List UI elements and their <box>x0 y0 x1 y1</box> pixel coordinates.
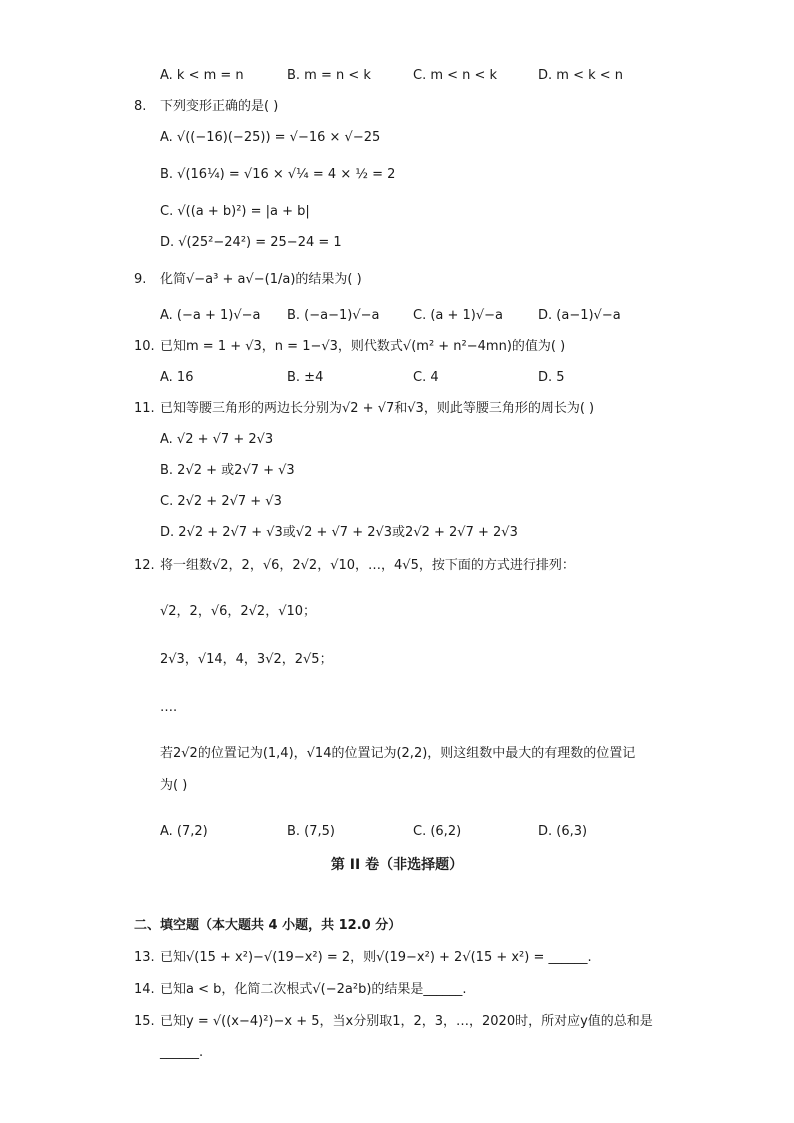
q9-option-b: B. (−a−1)√−a <box>287 308 380 323</box>
q15-text-line2: ______. <box>160 1045 204 1060</box>
q12-option-b: B. (7,5) <box>287 824 336 839</box>
q8-stem: 下列变形正确的是( ) <box>160 99 279 114</box>
q12-option-a: A. (7,2) <box>160 824 208 839</box>
q7-option-d: D. m < k < n <box>538 68 624 83</box>
q10-stem: 已知m = 1 + √3，n = 1−√3，则代数式√(m² + n²−4mn)的值为( ) <box>160 339 566 354</box>
q12-stem: 将一组数√2，2，√6，2√2，√10，…，4√5，按下面的方式进行排列： <box>160 558 575 573</box>
q8-option-b: B. √(16¼) = √16 × √¼ = 4 × ½ = 2 <box>160 167 396 182</box>
q12-desc-line2: 为( ) <box>160 778 188 793</box>
q11-option-d: D. 2√2 + 2√7 + √3或√2 + √7 + 2√3或2√2 + 2√7 + 2√3 <box>160 525 518 540</box>
q11-option-a: A. √2 + √7 + 2√3 <box>160 432 274 447</box>
q11-option-c: C. 2√2 + 2√7 + √3 <box>160 494 282 509</box>
q10-number: 10. <box>134 339 155 354</box>
fill-in-section-header: 二、填空题（本大题共 4 小题，共 12.0 分） <box>134 918 402 933</box>
q10-option-a: A. 16 <box>160 370 194 385</box>
q9-number: 9. <box>134 272 147 287</box>
q7-option-b: B. m = n < k <box>287 68 371 83</box>
q13-number: 13. <box>134 950 155 965</box>
q14-text: 已知a < b，化简二次根式√(−2a²b)的结果是______. <box>160 982 467 997</box>
q15-number: 15. <box>134 1014 155 1029</box>
q12-desc-line1: 若2√2的位置记为(1,4)，√14的位置记为(2,2)，则这组数中最大的有理数的位置记 <box>160 746 636 761</box>
q7-option-c: C. m < n < k <box>413 68 498 83</box>
q13-text: 已知√(15 + x²)−√(19−x²) = 2，则√(19−x²) + 2√(15 + x²) = ______. <box>160 950 592 965</box>
q12-row2: 2√3，√14，4，3√2，2√5； <box>160 652 333 667</box>
q11-stem: 已知等腰三角形的两边长分别为√2 + √7和√3，则此等腰三角形的周长为( ) <box>160 401 595 416</box>
q11-option-b: B. 2√2 + 或2√7 + √3 <box>160 463 295 478</box>
section-2-title: 第 II 卷（非选择题） <box>330 857 464 873</box>
q9-option-c: C. (a + 1)√−a <box>413 308 504 323</box>
q8-number: 8. <box>134 99 147 114</box>
q9-option-d: D. (a−1)√−a <box>538 308 621 323</box>
q9-stem: 化简√−a³ + a√−(1/a)的结果为( ) <box>160 272 362 287</box>
q12-number: 12. <box>134 558 155 573</box>
q12-row3: …. <box>160 700 178 715</box>
q15-text: 已知y = √((x−4)²)−x + 5，当x分别取1，2，3，…，2020时，所对应y值的总和是 <box>160 1014 653 1029</box>
q9-option-a: A. (−a + 1)√−a <box>160 308 261 323</box>
q14-number: 14. <box>134 982 155 997</box>
q12-option-d: D. (6,3) <box>538 824 588 839</box>
q10-option-c: C. 4 <box>413 370 439 385</box>
q11-number: 11. <box>134 401 155 416</box>
q7-option-a: A. k < m = n <box>160 68 244 83</box>
q8-option-a: A. √((−16)(−25)) = √−16 × √−25 <box>160 130 381 145</box>
q8-option-c: C. √((a + b)²) = |a + b| <box>160 204 310 219</box>
q8-option-d: D. √(25²−24²) = 25−24 = 1 <box>160 235 342 250</box>
q10-option-b: B. ±4 <box>287 370 324 385</box>
q10-option-d: D. 5 <box>538 370 565 385</box>
q12-row1: √2，2，√6，2√2，√10； <box>160 604 317 619</box>
q12-option-c: C. (6,2) <box>413 824 462 839</box>
